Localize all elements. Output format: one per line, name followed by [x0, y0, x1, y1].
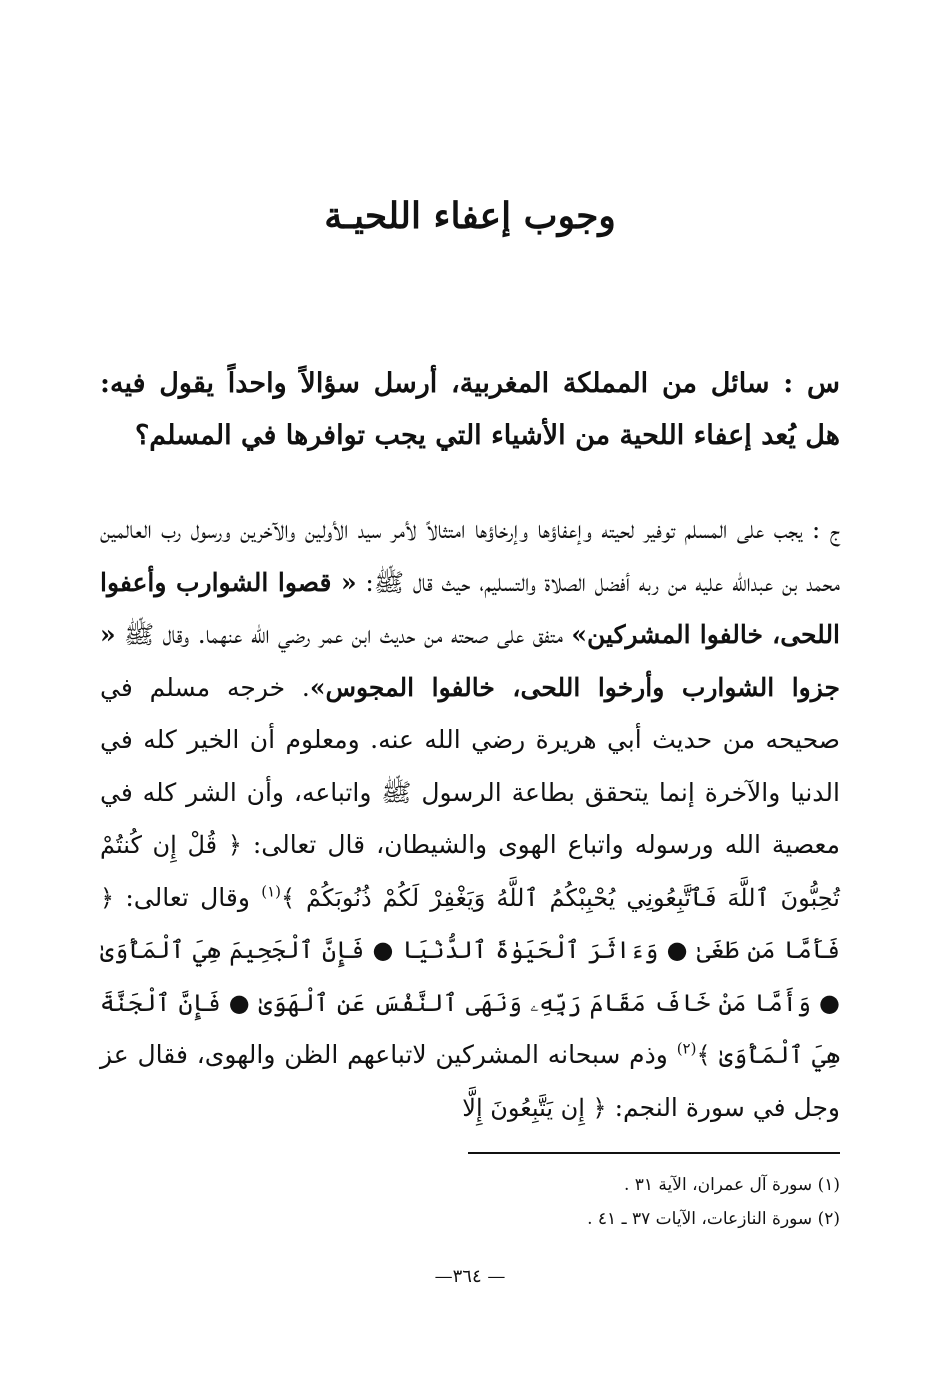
quran-verse-3: ﴿ إِن يَتَّبِعُونَ إِلَّا [462, 1093, 607, 1122]
footnote-1: (١) سورة آل عمران، الآية ٣١ . [623, 1175, 840, 1195]
hadith-quote-2: « جزوا الشوارب وأرخوا اللحى، خالفوا المجوس» [100, 620, 840, 702]
answer-text-2: متفق على صحته من حديث ابن عمر رضي الله عنهما. وقال ﷺ [115, 620, 572, 649]
question-paragraph: س : سائل من المملكة المغربية، أرسل سؤالاً واحداً يقول فيه: هل يُعد إعفاء اللحية من الأشياء التي يجب توافرها في المسلم؟ [100, 368, 840, 451]
answer-paragraph [100, 504, 840, 1134]
footnotes-list [100, 1168, 840, 1236]
answer-text-1: ج : يجب على المسلم توفير لحيته وإعفاؤها وإرخاؤها امتثالاً لأمر سيد الأولين والآخرين ورسول رب العالمين محمد بن عبدالله عليه من ربه أفضل الصلاة والتسليم، حيث قال ﷺ: [100, 515, 840, 597]
quran-verse-2: ﴿ فَأَمَّا مَن طَغَىٰ ● وَءَاثَرَ ٱلْحَيَوٰةَ ٱلدُّنْيَا ● فَإِنَّ ٱلْجَحِيمَ هِيَ ٱلْمَأْوَىٰ ● وَأَمَّا مَنْ خَافَ مَقَامَ رَبِّهِۦ وَنَهَى ٱلنَّفْسَ عَنِ ٱلْهَوَىٰ ● فَإِنَّ ٱلْجَنَّةَ هِيَ ٱلْمَأْوَىٰ ﴾ [100, 883, 841, 1069]
page-number: — ٣٦٤— [434, 1266, 506, 1287]
quran-verse-1: ﴿ قُلْ إِن كُنتُمْ تُحِبُّونَ ٱللَّهَ فَٱتَّبِعُونِي يُحْبِبْكُمُ ٱللَّهُ وَيَغْفِرْ لَكُمْ ذُنُوبَكُمْ ﴾ [100, 831, 840, 912]
footnote-divider [468, 1152, 840, 1154]
page-title: وجوب إعفاء اللحيـة [324, 195, 616, 237]
answer-text-3: . خرجه مسلم في صحيحه من حديث أبي هريرة رضي الله عنه. ومعلوم أن الخير كله في الدنيا والآخرة إنما يتحقق بطاعة الرسول ﷺ واتباعه، وأن الشر كله في معصية الله ورسوله واتباع الهوى والشيطان، قال تعالى: [100, 672, 841, 859]
answer-text-5: وذم سبحانه المشركين لاتباعهم الظن والهوى، فقال عز وجل في سورة النجم: [100, 1040, 840, 1122]
hadith-quote-1: « قصوا الشوارب وأعفوا اللحى، خالفوا المشركين» [100, 567, 841, 649]
footnote-ref-2: (٢) [676, 1039, 697, 1058]
footnote-ref-1: (١) [261, 882, 281, 901]
footnote-2: (٢) سورة النازعات، الآيات ٣٧ ـ ٤١ . [587, 1209, 840, 1229]
answer-text-4: وقال تعالى: [114, 882, 262, 912]
